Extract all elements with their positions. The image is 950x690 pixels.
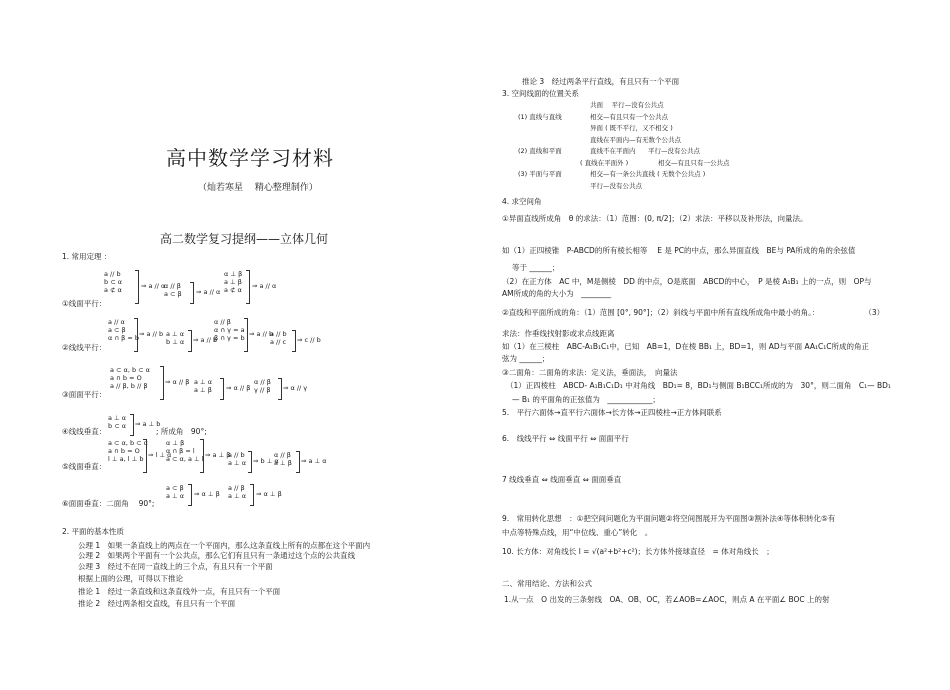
item-9-cont: 中点等特殊点线，用“中位线、重心”转化 。	[502, 528, 653, 537]
rel-line-outside: ( 直线在平面外 )	[580, 159, 629, 167]
formula-c2: α // β a ⊂ β	[164, 282, 182, 299]
label-line-plane-parallel: ①线面平行：	[62, 299, 107, 308]
item-7: 7 线线垂直 ⇔ 线面垂直 ⇔ 面面垂直	[502, 475, 622, 484]
formula-c3: α ⊥ β a ⊥ β a ⊄ α	[224, 270, 243, 295]
example-4-blank: — B₁ 的平面角的正弦值为 ____________；	[512, 395, 660, 404]
rel-line-not-in-plane: 直线不在平面内	[590, 147, 636, 155]
rel-intersect: 相交—有且只有一个公共点	[590, 113, 668, 121]
formula-g2: α ⊥ β α ∩ β = l a ⊂ α, a ⊥ l	[166, 439, 204, 464]
result-d4: ⇒ c // b	[297, 336, 321, 344]
bracket	[188, 330, 192, 352]
rel-coplanar: 共面 平行—没有公共点	[590, 101, 664, 109]
corollary-2: 推论 2 经过两条相交直线，有且只有一个平面	[78, 599, 236, 608]
axiom-1: 公理 1 如果一条直线上的两点在一个平面内，那么这条直线上所有的点都在这个平面内	[78, 541, 371, 550]
corollary-intro: 根据上面的公理，可得以下推论	[78, 574, 183, 583]
bracket	[160, 366, 164, 400]
result-f1: ⇒ a ⊥ b	[135, 420, 161, 428]
example-2-blank: AM所成的角的大小为 ________	[502, 289, 612, 298]
formula-h2: a // β a ⊥ α	[228, 484, 247, 501]
result-h2: ⇒ α ⊥ β	[256, 490, 282, 498]
heading-positions: 3. 空间线面的位置关系	[502, 89, 580, 98]
label-line-line-parallel: ②线线平行：	[62, 343, 107, 352]
result-g1: ⇒ l ⊥ α	[148, 451, 172, 459]
bracket	[220, 378, 224, 400]
example-1-blank: 等于 ______；	[512, 263, 560, 272]
formula-h1: a ⊂ β a ⊥ α	[166, 484, 185, 501]
axiom-2: 公理 2 如果两个平面有一个公共点，那么它们有且只有一条通过这个点的公共直线	[78, 551, 356, 560]
formula-e3: α // β γ // β	[254, 378, 271, 395]
angle-line-plane: ②直线和平面所成的角：（1）范围 [0°, 90°]；（2）斜线与平面中所有直线所成角中最小的角。： （3）	[502, 308, 885, 317]
corollary-1: 推论 1 经过一条直线和这条直线外一点，有且只有一个平面	[78, 587, 281, 596]
axiom-3: 公理 3 经过不在同一直线上的三个点，有且只有一个平面	[78, 562, 273, 571]
bracket	[130, 414, 134, 436]
label-line-plane-perp: ⑤线面垂直：	[62, 462, 107, 471]
bracket	[244, 318, 248, 352]
label-line-line-perp: ④线线垂直：	[62, 427, 107, 436]
item-10: 10. 长方体：对角线长 l = √(a²+b²+c²)；长方体外接球直径 = 体对角线长 ；	[502, 547, 774, 556]
result-d2: ⇒ a // b	[193, 336, 218, 344]
item-9: 9. 常用转化思想 ：①把空间问题化为平面问题②将空间图展开为平面图③割补法④等体积转化⑤有	[502, 514, 836, 523]
bracket	[135, 270, 139, 304]
result-d1: ⇒ a // b	[139, 330, 164, 338]
result-d3: ⇒ a // b	[249, 330, 274, 338]
section-title: 高二数学复习提纲——立体几何	[160, 232, 329, 246]
result-h1: ⇒ α ⊥ β	[194, 490, 220, 498]
formula-c1: a // b b ⊂ α a ⊄ α	[104, 270, 122, 295]
formula-d1: a // α a ⊂ β α ∩ β = b	[108, 318, 140, 343]
bracket	[292, 330, 296, 352]
page-title: 高中数学学习材料	[166, 146, 334, 170]
heading-plane-properties: 2. 平面的基本性质	[62, 527, 125, 536]
result-e3: ⇒ α // γ	[283, 384, 308, 392]
example-1: 如（1）正四棱锥 P-ABCD的所有棱长相等 E 是 PC的中点，那么异面直线 BE与 PA所成的角的余弦值	[502, 246, 856, 255]
result-g4: ⇒ a ⊥ α	[301, 457, 327, 465]
angle-skew-lines: ①异面直线所成角 θ 的求法：（1）范围：(0, π/2]；（2）求法：平移以及补形法，向量法。	[502, 214, 808, 223]
rel-plane-parallel: 平行—没有公共点	[590, 182, 642, 190]
result-g3: ⇒ b ⊥ α	[253, 457, 279, 465]
bracket	[250, 484, 254, 506]
result-c1: ⇒ a // α	[141, 282, 166, 290]
rel-plane-intersect: 相交—有一条公共直线 ( 无数个公共点 )	[590, 170, 706, 178]
angle-line-plane-method: 求法：作垂线找射影或求点线距离	[502, 329, 615, 338]
heading-angles: 4. 求空间角	[502, 197, 542, 206]
bracket	[190, 282, 194, 304]
rel-line-plane-intersect: 相交—有且只有一公共点	[658, 159, 730, 167]
heading-conclusions: 二、常用结论、方法和公式	[502, 579, 592, 588]
example-2: （2）在正方体 AC 中，M是侧棱 DD 的中点，O是底面 ABCD的中心， P 是棱 A₁B₁ 上的一点，则 OP与	[502, 277, 872, 286]
corollary-3: 推论 3 经过两条平行直线，有且只有一个平面	[522, 77, 680, 86]
perp-angle-note: ; 所成角 90°;	[156, 427, 207, 436]
rel-line-in-plane: 直线在平面内—有无数个公共点	[590, 136, 681, 144]
bracket	[248, 451, 252, 473]
result-c2: ⇒ a // α	[196, 288, 221, 296]
formula-e1: a ⊂ α, b ⊂ α a ∩ b = O a // β, b // β	[110, 366, 150, 391]
formula-d2: a ⊥ α b ⊥ α	[166, 330, 185, 347]
rel-line-line: (1) 直线与直线	[518, 113, 562, 121]
result-c3: ⇒ a // α	[252, 282, 277, 290]
rel-skew: 异面 ( 既不平行，又不相交 )	[590, 124, 673, 132]
rel-plane-plane: (3) 平面与平面	[518, 170, 562, 178]
rel-line-plane: (2) 直线和平面	[518, 147, 562, 155]
bracket	[246, 270, 250, 304]
dihedral-angle: ③二面角：二面角的求法：定义法，垂面法， 向量法	[502, 368, 678, 377]
item-5: 5. 平行六面体→直平行六面体→长方体→正四棱柱→正方体间联系	[502, 408, 722, 417]
heading-theorems: 1. 常用定理 ：	[62, 252, 112, 261]
formula-d4: a // b a // c	[270, 330, 287, 347]
result-g2: ⇒ a ⊥ β	[205, 451, 231, 459]
conclusion-1: 1.从一点 O 出发的三条射线 OA、OB、OC，若∠AOB=∠AOC，则点 A 在平面∠ BOC 上的射	[504, 595, 830, 604]
result-e1: ⇒ α // β	[165, 378, 190, 386]
bracket	[143, 439, 147, 473]
bracket	[188, 484, 192, 506]
example-4: （1）正四棱柱 ABCD- A₁B₁C₁D₁ 中对角线 BD₁= 8，BD₁与侧面 B₁BCC₁所成的为 30°，则二面角 C₁— BD₁	[506, 381, 891, 390]
example-3: 如（1）在三棱柱 ABC-A₁B₁C₁中，已知 AB=1，D在棱 BB₁ 上，BD=1，则 AD与平面 AA₁C₁C所成的角正	[502, 342, 870, 351]
formula-f1: a ⊥ α b ⊂ α	[108, 414, 127, 431]
formula-g1: a ⊂ α, b ⊂ α a ∩ b = O l ⊥ a, l ⊥ b	[108, 439, 148, 464]
label-plane-plane-perp: ⑥面面垂直：二面角 90°;	[62, 499, 155, 508]
page-subtitle: （灿若寒星 精心整理制作）	[198, 183, 318, 193]
bracket	[200, 439, 204, 473]
example-3-blank: 弦为 ______；	[502, 354, 550, 363]
result-e2: ⇒ α // β	[226, 384, 251, 392]
bracket	[134, 318, 138, 352]
bracket	[296, 451, 300, 473]
formula-g3: a // b a ⊥ α	[228, 451, 247, 468]
bracket	[278, 378, 282, 400]
formula-g4: α // β a ⊥ β	[274, 451, 292, 468]
formula-d3: α // β α ∩ γ = a β ∩ γ = b	[214, 318, 245, 343]
formula-e2: a ⊥ α a ⊥ β	[194, 378, 213, 395]
item-6: 6. 线线平行 ⇔ 线面平行 ⇔ 面面平行	[502, 434, 629, 443]
rel-parallel: 平行—没有公共点	[648, 147, 700, 155]
label-plane-plane-parallel: ③面面平行：	[62, 390, 107, 399]
